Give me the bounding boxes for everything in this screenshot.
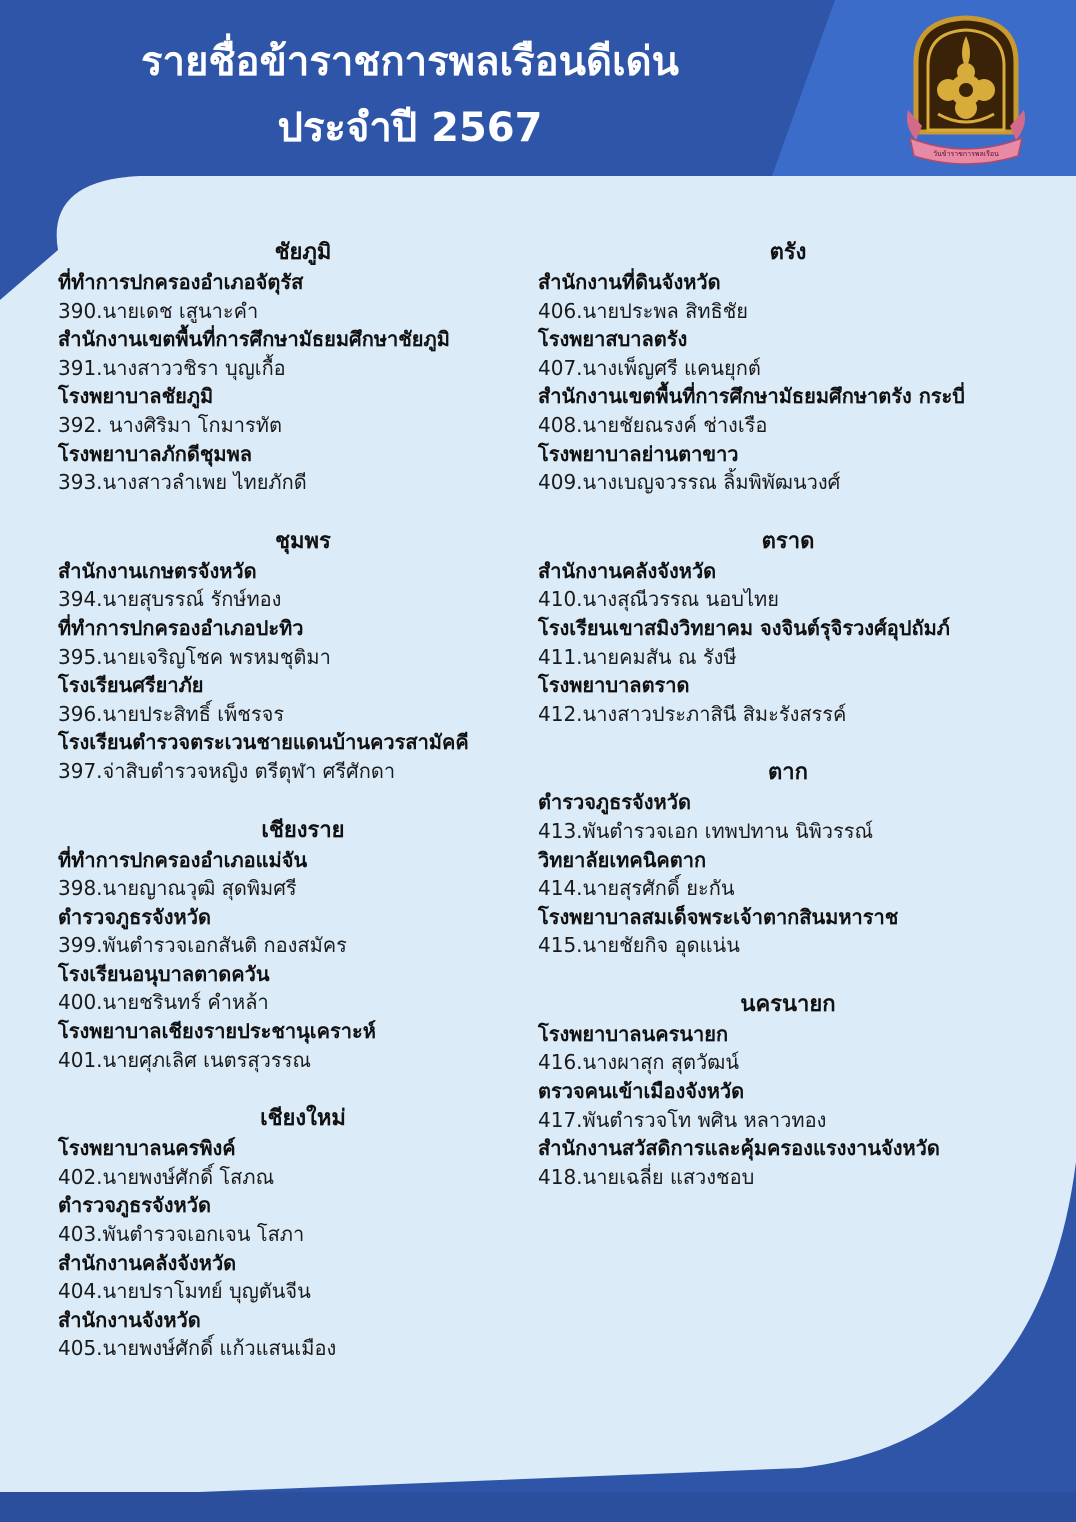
organization-name: โรงเรียนอนุบาลตาดควัน (58, 961, 270, 986)
awardee-name: 400.นายชรินทร์ คำหล้า (58, 990, 269, 1015)
province-heading: ตาก (768, 760, 808, 786)
awardee-name: 392. นางศิริมา โกมารทัต (58, 412, 282, 437)
organization-name: ที่ทำการปกครองอำเภอปะทิว (58, 615, 304, 640)
organization-name: ที่ทำการปกครองอำเภอแม่จัน (58, 847, 308, 872)
province-group (538, 238, 1038, 497)
organization-name: โรงพยาบาลตราด (538, 673, 690, 698)
organization-name: สำนักงานที่ดินจังหวัด (538, 270, 721, 294)
province-heading: นครนายก (740, 991, 836, 1017)
civil-service-logo (902, 14, 1030, 166)
awardee-name: 395.นายเจริญโชค พรหมชุติมา (58, 644, 331, 669)
page-title: รายชื่อข้าราชการพลเรือนดีเด่น (141, 39, 679, 85)
awardee-name: 416.นางผาสุก สุตวัฒน์ (538, 1050, 739, 1075)
organization-name: โรงพยาบาลย่านตาขาว (538, 441, 739, 466)
organization-name: สำนักงานเกษตรจังหวัด (58, 558, 257, 583)
awardee-name: 413.พันตำรวจเอก เทพปทาน นิพิวรรณ์ (538, 818, 874, 843)
organization-name: สำนักงานคลังจังหวัด (538, 558, 717, 583)
organization-name: สำนักงานเขตพื้นที่การศึกษามัธยมศึกษาตรัง กระบี่ (538, 384, 965, 409)
province-group (58, 1104, 548, 1363)
awardee-name: 404.นายปราโมทย์ บุญตันจีน (58, 1279, 311, 1304)
organization-name: สำนักงานสวัสดิการและคุ้มครองแรงงานจังหวัด (538, 1136, 940, 1161)
footer-band (0, 1492, 1076, 1522)
organization-name: โรงพยาบาลสมเด็จพระเจ้าตากสินมหาราช (538, 904, 899, 929)
awardee-name: 405.นายพงษ์ศักดิ์ แก้วแสนเมือง (58, 1336, 337, 1361)
awardee-name: 409.นางเบญจวรรณ ลิ้มพิพัฒนวงศ์ (538, 470, 841, 495)
awardee-name: 415.นายชัยกิจ อุดแน่น (538, 933, 740, 958)
province-group (538, 758, 1038, 960)
organization-name: โรงพยาบาลภักดีชุมพล (58, 441, 253, 466)
province-group (58, 527, 548, 786)
awardee-name: 399.พันตำรวจเอกสันติ กองสมัคร (58, 933, 347, 958)
awardee-name: 406.นายประพล สิทธิชัย (538, 298, 749, 323)
province-group (538, 527, 1038, 729)
awardee-name: 390.นายเดช เสูนาะคำ (58, 298, 259, 323)
organization-name: ตรวจคนเข้าเมืองจังหวัด (538, 1079, 745, 1104)
awardee-name: 402.นายพงษ์ศักดิ์ โสภณ (58, 1164, 275, 1189)
organization-name: ที่ทำการปกครองอำเภอจัตุรัส (58, 270, 304, 294)
province-heading: เชียงราย (261, 817, 345, 843)
right-column (538, 238, 1038, 1221)
awardee-name: 403.พันตำรวจเอกเจน โสภา (58, 1222, 305, 1247)
province-heading: ตราด (761, 528, 815, 554)
organization-name: ตำรวจภูธรจังหวัด (538, 790, 691, 815)
organization-name: โรงเรียนศรียาภัย (58, 673, 204, 698)
organization-name: สำนักงานจังหวัด (58, 1307, 201, 1332)
province-group (58, 238, 548, 497)
organization-name: โรงพยาบาลนครนายก (538, 1021, 729, 1046)
organization-name: วิทยาลัยเทคนิคตาก (538, 847, 707, 872)
organization-name: โรงพยาบาลนครพิงค์ (58, 1136, 236, 1161)
awardee-name: 396.นายประสิทธิ์ เพ็ชรจร (58, 701, 285, 726)
organization-name: โรงพยาบาลชัยภูมิ (58, 384, 214, 409)
awardee-name: 412.นางสาวประภาสินี สิมะรังสรรค์ (538, 701, 847, 726)
awardee-name: 401.นายศุภเลิศ เนตรสุวรรณ (58, 1047, 311, 1072)
awardee-name: 398.นายญาณวุฒิ สุดพิมศรี (58, 876, 297, 901)
province-group (58, 816, 548, 1075)
organization-name: ตำรวจภูธรจังหวัด (58, 904, 211, 929)
province-heading: เชียงใหม่ (260, 1106, 346, 1132)
awardee-name: 408.นายชัยณรงค์ ช่างเรือ (538, 412, 768, 437)
organization-name: สำนักงานเขตพื้นที่การศึกษามัธยมศึกษาชัยภูมิ (58, 327, 450, 352)
awardee-name: 394.นายสุบรรณ์ รักษ์ทอง (58, 587, 282, 612)
province-heading: ตรัง (769, 240, 807, 265)
province-group (538, 990, 1038, 1192)
awardee-name: 391.นางสาววชิรา บุญเกื้อ (58, 355, 286, 380)
awardee-name: 414.นายสุรศักดิ์ ยะกัน (538, 876, 735, 901)
awardee-name: 397.จ่าสิบตำรวจหญิง ตรีตุฬา ศรีศักดา (58, 758, 396, 783)
awardee-name: 407.นางเพ็ญศรี แคนยุกต์ (538, 355, 761, 380)
awardee-name: 411.นายคมสัน ณ รังษี (538, 644, 737, 669)
province-heading: ชัยภูมิ (274, 240, 332, 265)
organization-name: โรงพยาบาลเชียงรายประชานุเคราะห์ (58, 1019, 376, 1044)
logo-ribbon-text: วันข้าราชการพลเรือน (933, 150, 999, 158)
organization-name: โรงเรียนตำรวจตระเวนชายแดนบ้านควรสามัคคี (58, 730, 469, 755)
awardee-name: 417.พันตำรวจโท พศิน หลาวทอง (538, 1107, 827, 1132)
awardee-name: 418.นายเฉลี่ย แสวงชอบ (538, 1164, 755, 1189)
awardee-name: 393.นางสาวลำเพย ไทยภักดี (58, 470, 307, 495)
organization-name: สำนักงานคลังจังหวัด (58, 1250, 237, 1275)
organization-name: โรงพยาสบาลตรัง (538, 327, 688, 352)
awardee-name: 410.นางสุณีวรรณ นอบไทย (538, 587, 779, 612)
province-heading: ชุมพร (275, 528, 331, 554)
organization-name: โรงเรียนเขาสมิงวิทยาคม จงจินต์รุจิรวงศ์อุปถัมภ์ (538, 615, 950, 640)
left-column (58, 238, 548, 1393)
page-subtitle: ประจำปี 2567 (277, 105, 543, 151)
organization-name: ตำรวจภูธรจังหวัด (58, 1193, 211, 1218)
